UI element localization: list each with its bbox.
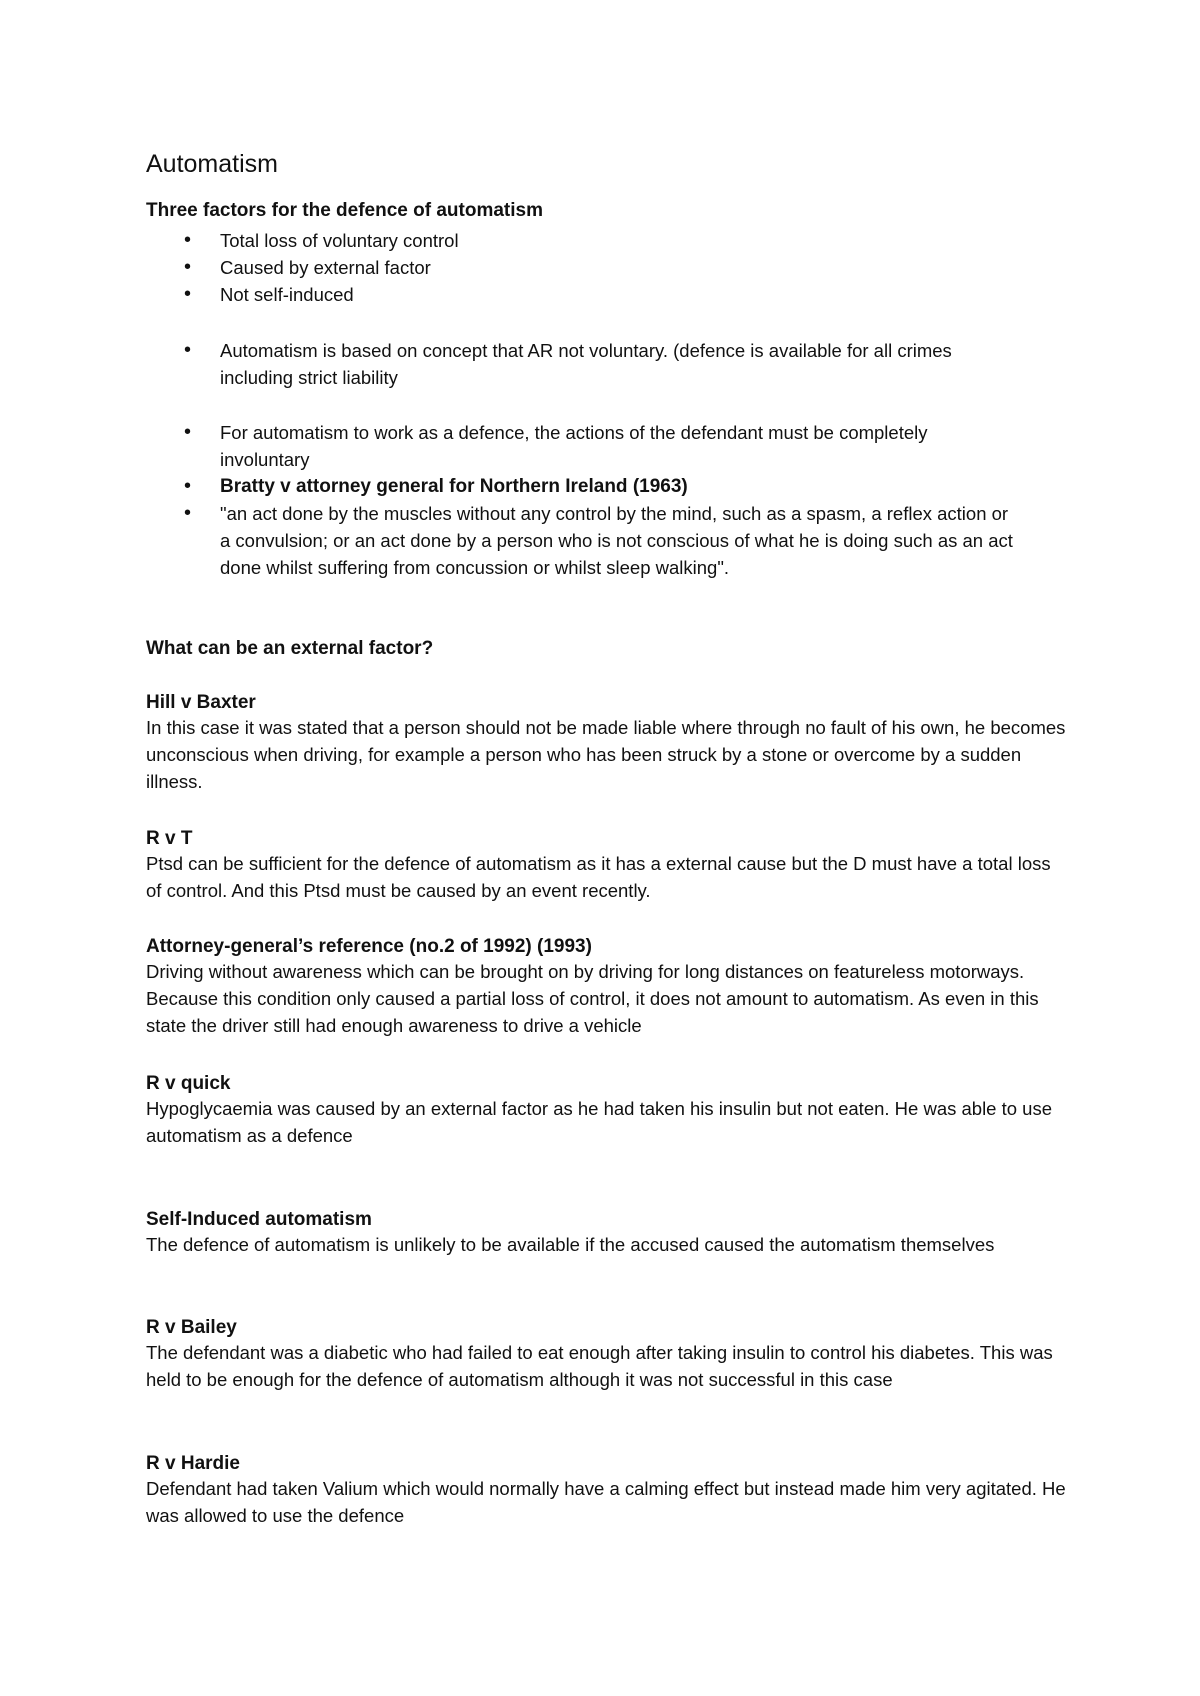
case-name: R v T [146, 828, 193, 849]
case-text: Hypoglycaemia was caused by an external factor as he had taken his insulin but not eaten. He was able to use automatism as a defence [146, 1098, 1053, 1146]
case-text: Defendant had taken Valium which would normally have a calming effect but instead made him very agitated. He was allowed to use the defence [146, 1478, 1066, 1526]
bullet-icon: • [184, 421, 192, 443]
case-block [146, 1453, 1066, 1529]
bullet-icon: • [184, 502, 192, 524]
case-text: The defendant was a diabetic who had failed to eat enough after taking insulin to control his diabetes. This was held to be enough for the defence of automatism although it was not successful in this case [146, 1342, 1053, 1390]
case-text: Driving without awareness which can be brought on by driving for long distances on featureless motorways. Because this condition only caused a partial loss of control, it does not amount to automatism. As even in this state the driver still had enough awareness to drive a vehicle [146, 961, 1039, 1036]
section-text: The defence of automatism is unlikely to be available if the accused caused the automatism themselves [146, 1234, 995, 1255]
case-block [146, 1073, 1066, 1149]
case-block [146, 1317, 1066, 1393]
case-name: R v Hardie [146, 1453, 240, 1474]
case-block [146, 692, 1066, 795]
bullet-icon: • [184, 229, 192, 251]
case-text: In this case it was stated that a person should not be made liable where through no fault of his own, he becomes unconscious when driving, for example a person who has been struck by a stone or overcome by a sudden illness. [146, 717, 1066, 792]
case-name: R v quick [146, 1073, 231, 1094]
section-heading-self-induced: Self-Induced automatism [146, 1209, 372, 1230]
bullet-icon: • [184, 256, 192, 278]
case-name: Attorney-general’s reference (no.2 of 1992) (1993) [146, 936, 592, 957]
case-text: Ptsd can be sufficient for the defence of automatism as it has a external cause but the D must have a total loss of control. And this Ptsd must be caused by an event recently. [146, 853, 1051, 901]
factors-heading: Three factors for the defence of automatism [146, 200, 543, 221]
case-block [146, 828, 1066, 904]
case-name: Hill v Baxter [146, 692, 256, 713]
self-induced-section [146, 1209, 1066, 1258]
section-heading-external: What can be an external factor? [146, 638, 434, 659]
case-block [146, 936, 1066, 1039]
bullet-icon: • [184, 475, 192, 497]
case-name: R v Bailey [146, 1317, 237, 1338]
bullet-icon: • [184, 339, 192, 361]
bullet-icon: • [184, 283, 192, 305]
page-title: Automatism [146, 150, 278, 178]
